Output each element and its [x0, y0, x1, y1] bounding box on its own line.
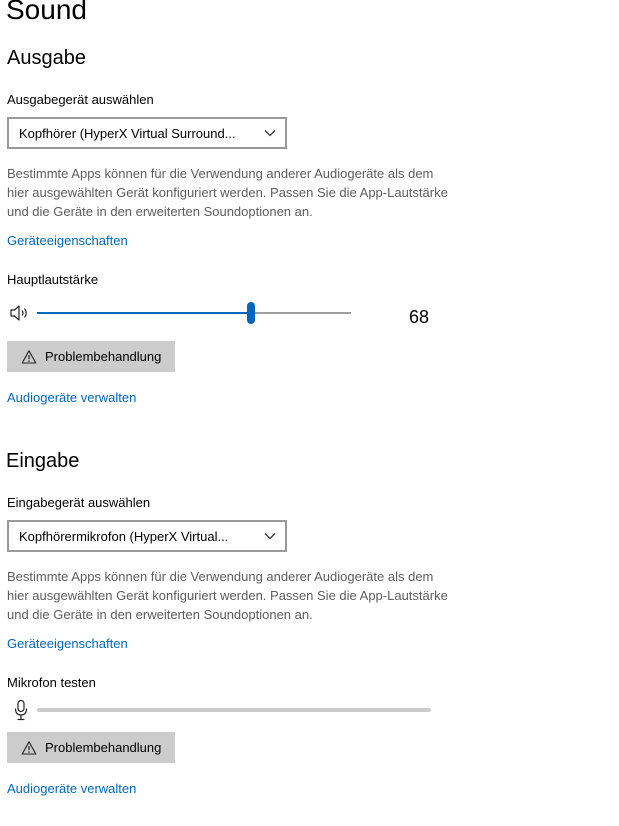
warning-icon [21, 349, 37, 365]
volume-fill [37, 312, 251, 314]
mic-test-label: Mikrofon testen [7, 675, 96, 690]
master-volume-label: Hauptlautstärke [7, 272, 99, 287]
output-troubleshoot-button[interactable] [7, 341, 175, 372]
warning-icon [21, 740, 37, 756]
speaker-icon[interactable] [9, 304, 33, 322]
input-description: Bestimmte Apps können für die Verwendung anderer Audiogeräte als dem hier ausgewählten Gerät konfiguriert werden. Passen Sie die App-Lautstärke und die Geräte in den erweiterten Soundoptionen an. [7, 569, 448, 622]
mic-level-meter [37, 708, 431, 712]
input-device-properties-link[interactable]: Geräteeigenschaften [7, 636, 128, 651]
input-manage-devices-link[interactable]: Audiogeräte verwalten [7, 781, 137, 796]
output-device-properties-link[interactable]: Geräteeigenschaften [7, 233, 128, 248]
page-title: Sound [6, 0, 87, 25]
output-device-label: Ausgabegerät auswählen [7, 92, 154, 107]
chevron-down-icon [263, 126, 277, 140]
output-description: Bestimmte Apps können für die Verwendung anderer Audiogeräte als dem hier ausgewählten Gerät konfiguriert werden. Passen Sie die App-Lautstärke und die Geräte in den erweiterten Soundoptionen an. [7, 166, 448, 219]
output-manage-devices-link[interactable]: Audiogeräte verwalten [7, 390, 137, 405]
volume-value: 68 [409, 307, 430, 327]
chevron-down-icon [263, 529, 277, 543]
volume-thumb[interactable] [247, 302, 255, 324]
microphone-icon [13, 699, 29, 721]
input-troubleshoot-button[interactable] [7, 732, 175, 763]
output-section-title: Ausgabe [7, 47, 86, 69]
output-device-value: Kopfhörer (HyperX Virtual Surround... [19, 125, 236, 141]
input-device-dropdown[interactable] [7, 520, 287, 552]
output-device-dropdown[interactable] [7, 117, 287, 149]
input-device-label: Eingabegerät auswählen [7, 495, 151, 510]
input-section-title: Eingabe [6, 450, 80, 472]
input-troubleshoot-label: Problembehandlung [45, 740, 162, 755]
master-volume-slider[interactable] [37, 302, 351, 324]
output-troubleshoot-label: Problembehandlung [45, 349, 162, 364]
input-device-value: Kopfhörermikrofon (HyperX Virtual... [19, 528, 229, 544]
